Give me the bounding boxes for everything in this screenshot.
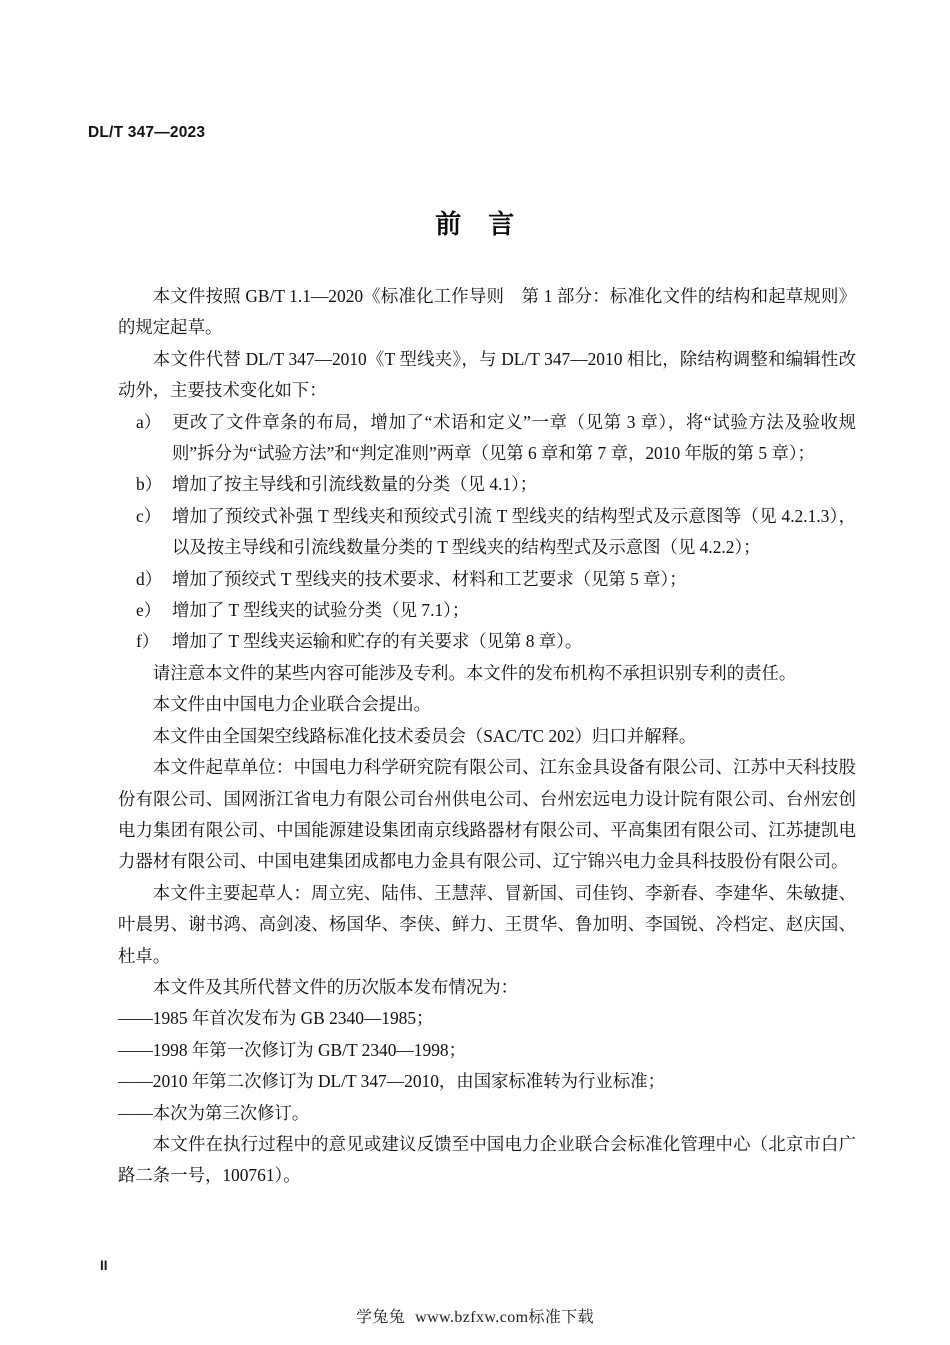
list-item bbox=[118, 626, 856, 657]
list-item bbox=[118, 595, 856, 626]
paragraph-main-drafters: 本文件主要起草人：周立宪、陆伟、王慧萍、冒新国、司佳钧、李新春、李建华、朱敏捷、叶晨男、谢书鸿、高剑凌、杨国华、李侠、鲜力、王贯华、鲁加明、李国锐、冷档定、赵庆国、杜卓。 bbox=[118, 882, 856, 966]
paragraph-patent-notice: 请注意本文件的某些内容可能涉及专利。本文件的发布机构不承担识别专利的责任。 bbox=[152, 662, 797, 683]
list-item-text: 增加了按主导线和引流线数量的分类（见 4.1）； bbox=[172, 474, 538, 495]
list-item-text: 更改了文件章条的布局，增加了“术语和定义”一章（见第 3 章），将“试验方法及验收规则”拆分为“试验方法”和“判定准则”两章（见第 6 章和第 7 章，2010 年版的第 5 章）； bbox=[172, 411, 856, 464]
version-history-entry: ——1985 年首次发布为 GB 2340—1985； bbox=[118, 1008, 434, 1029]
page-number: II bbox=[100, 1258, 108, 1273]
paragraph-feedback: 本文件在执行过程中的意见或建议反馈至中国电力企业联合会标准化管理中心（北京市白广路二条一号，100761）。 bbox=[118, 1133, 856, 1186]
list-item-marker: f） bbox=[136, 631, 160, 652]
paragraph-version-history-intro: 本文件及其所代替文件的历次版本发布情况为： bbox=[152, 976, 519, 997]
paragraph-replacement: 本文件代替 DL/T 347—2010《T 型线夹》，与 DL/T 347—2010 相比，除结构调整和编辑性改动外，主要技术变化如下： bbox=[118, 348, 856, 401]
paragraph-drafting-organizations: 本文件起草单位：中国电力科学研究院有限公司、江东金具设备有限公司、江苏中天科技股份有限公司、国网浙江省电力有限公司台州供电公司、台州宏远电力设计院有限公司、台州宏创电力集团有限公司、中国能源建设集团南京线路器材有限公司、平高集团有限公司、江苏捷凯电力器材有限公司、中国电建集团成都电力金具有限公司、辽宁锦兴电力金具科技股份有限公司。 bbox=[118, 757, 856, 872]
list-item-text: 增加了 T 型线夹的试验分类（见 7.1）； bbox=[172, 600, 470, 621]
list-item-marker: e） bbox=[136, 600, 162, 621]
paragraph-administered-by: 本文件由全国架空线路标准化技术委员会（SAC/TC 202）归口并解释。 bbox=[152, 725, 697, 746]
watermark-url: www.bzfxw.com标准下载 bbox=[415, 1309, 595, 1326]
list-item-text: 增加了预绞式补强 T 型线夹和预绞式引流 T 型线夹的结构型式及示意图等（见 4.2.1.3），以及按主导线和引流线数量分类的 T 型线夹的结构型式及示意图（见 4.2.2）； bbox=[172, 505, 856, 558]
list-item bbox=[118, 501, 856, 564]
list-item-marker: d） bbox=[136, 568, 163, 589]
running-header-standard-number: DL/T 347—2023 bbox=[88, 124, 206, 141]
version-history-entry: ——2010 年第二次修订为 DL/T 347—2010，由国家标准转为行业标准； bbox=[118, 1071, 665, 1092]
list-item-text: 增加了 T 型线夹运输和贮存的有关要求（见第 8 章）。 bbox=[172, 631, 583, 652]
paragraph-proposed-by: 本文件由中国电力企业联合会提出。 bbox=[152, 694, 432, 715]
watermark bbox=[0, 1304, 950, 1327]
list-item bbox=[118, 407, 856, 470]
version-history-list bbox=[118, 1003, 856, 1129]
version-history-entry: ——1998 年第一次修订为 GB/T 2340—1998； bbox=[118, 1039, 466, 1060]
watermark-brand: 学兔兔 bbox=[355, 1309, 406, 1326]
list-item bbox=[118, 564, 856, 595]
list-item-text: 增加了预绞式 T 型线夹的技术要求、材料和工艺要求（见第 5 章）； bbox=[172, 568, 687, 589]
page-title: 前 言 bbox=[435, 209, 515, 239]
list-item-marker: b） bbox=[136, 474, 163, 495]
version-history-entry: ——本次为第三次修订。 bbox=[118, 1102, 310, 1123]
paragraph-intro: 本文件按照 GB/T 1.1—2020《标准化工作导则 第 1 部分：标准化文件的结构和起草规则》的规定起草。 bbox=[118, 286, 856, 338]
list-item bbox=[118, 469, 856, 500]
list-item-marker: a） bbox=[136, 411, 162, 432]
technical-changes-list bbox=[118, 407, 856, 658]
list-item-marker: c） bbox=[136, 505, 162, 526]
foreword-body bbox=[118, 281, 856, 1192]
